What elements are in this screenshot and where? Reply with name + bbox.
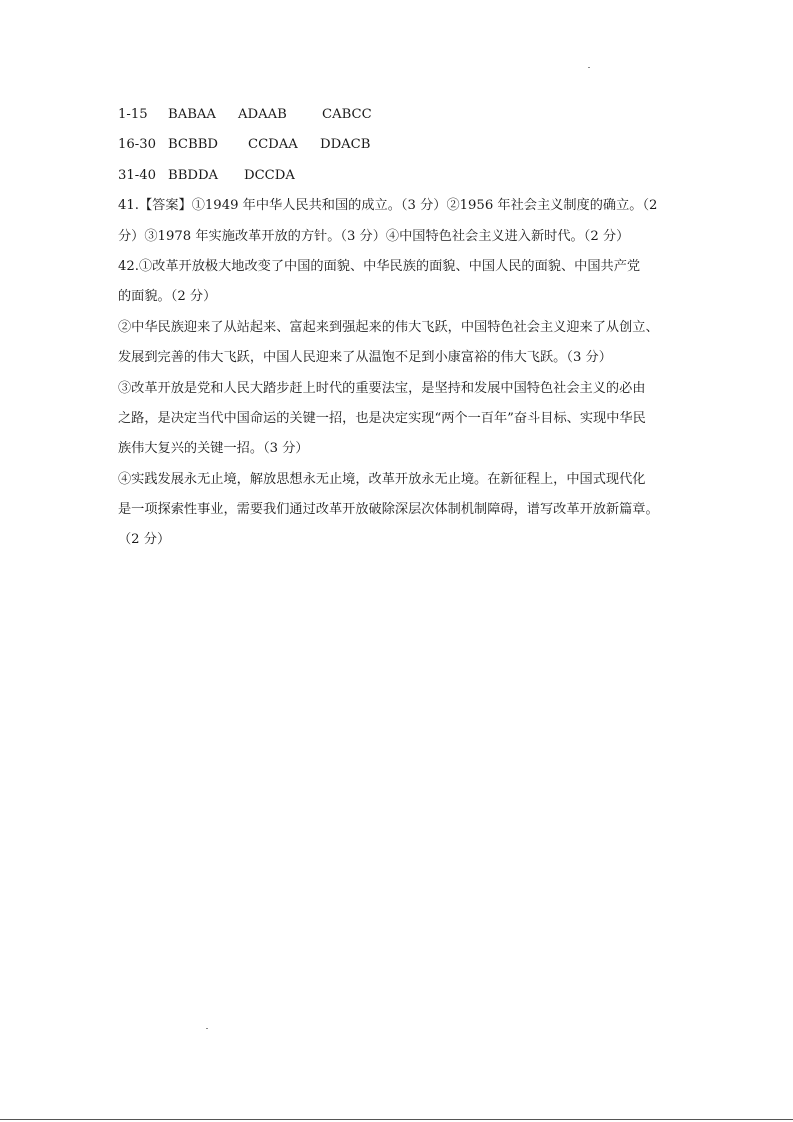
q42-p1-line-2: 的面貌。（2 分） <box>118 289 217 305</box>
q42-p3-line-3: 族伟大复兴的关键一招。（3 分） <box>118 441 309 457</box>
q42-p4-line-3: （2 分） <box>118 532 171 548</box>
answer-group: DDACB <box>320 137 371 153</box>
answer-group: BABAA <box>168 107 216 122</box>
q41-line-1: 41.【答案】①1949 年中华人民共和国的成立。（3 分）②1956 年社会主义制度的确立。（2 <box>118 198 658 214</box>
stray-dot-bottom <box>206 1028 208 1029</box>
answer-row-3 <box>118 161 680 191</box>
answer-key <box>118 100 680 556</box>
q42-p2-line-2: 发展到完善的伟大飞跃，中国人民迎来了从温饱不足到小康富裕的伟大飞跃。（3 分） <box>118 350 612 366</box>
answer-group: ADAAB <box>238 107 287 122</box>
q42-p3-line-2: 之路，是决定当代中国命运的关键一招，也是决定实现“两个一百年”奋斗目标、实现中华民 <box>118 410 646 426</box>
q42-p4-line-2: 是一项探索性事业，需要我们通过改革开放破除深层次体制机制障碍，谱写改革开放新篇章。 <box>118 502 659 518</box>
stray-dot-top <box>588 67 590 68</box>
answer-group: DCCDA <box>244 167 295 183</box>
answer-range: 16-30 <box>118 137 157 153</box>
answer-range: 31-40 <box>118 167 157 183</box>
q42-p4-line-1: ④实践发展永无止境，解放思想永无止境，改革开放永无止境。在新征程上，中国式现代化 <box>118 471 646 487</box>
answer-group: BBDDA <box>168 167 219 183</box>
q42-p1-line-1: 42.①改革开放极大地改变了中国的面貌、中华民族的面貌、中国人民的面貌、中国共产党 <box>118 258 641 274</box>
answer-range: 1-15 <box>118 107 148 122</box>
answer-group: BCBBD <box>168 137 218 153</box>
page-bottom-rule <box>0 1119 793 1120</box>
answer-group: CCDAA <box>248 137 298 153</box>
q41-line-2: 分）③1978 年实施改革开放的方针。（3 分）④中国特色社会主义进入新时代。（2 分） <box>118 228 630 244</box>
answer-row-2 <box>118 130 680 160</box>
q42-p2-line-1: ②中华民族迎来了从站起来、富起来到强起来的伟大飞跃，中国特色社会主义迎来了从创立、 <box>118 319 659 335</box>
answer-row-1 <box>118 100 680 130</box>
answer-group: CABCC <box>322 107 372 122</box>
q42-p3-line-1: ③改革开放是党和人民大踏步赶上时代的重要法宝，是坚持和发展中国特色社会主义的必由 <box>118 380 646 396</box>
